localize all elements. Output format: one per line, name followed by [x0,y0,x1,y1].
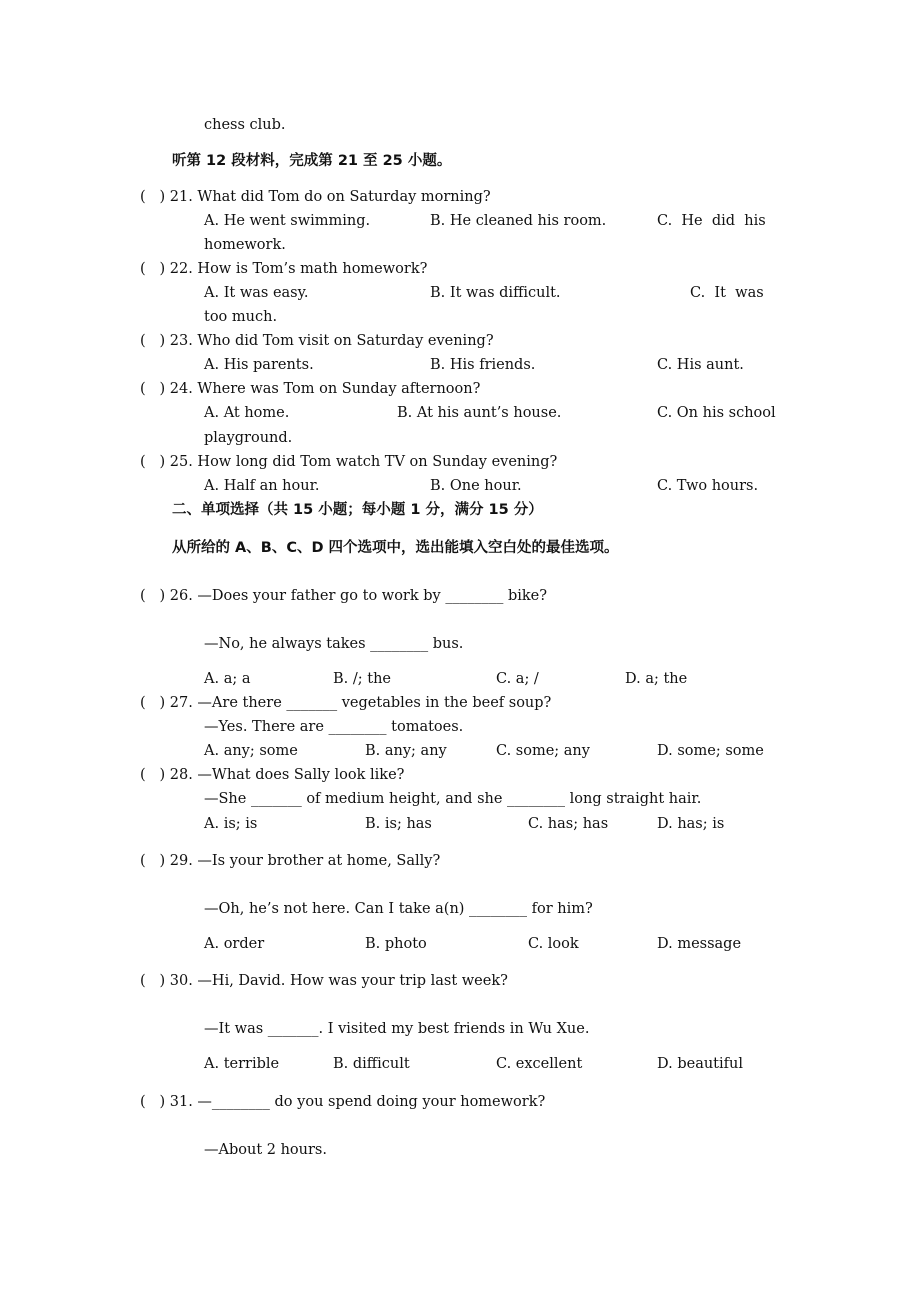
option-a: A. It was easy. [204,285,309,301]
option-a: A. any; some [204,743,298,759]
question-24: ( ) 24. Where was Tom on Sunday afternoon? [140,381,481,397]
option-a: A. At home. [204,405,290,421]
option-c: C. look [528,936,579,952]
option-b: B. His friends. [430,357,536,373]
option-c: C. His aunt. [657,357,744,373]
dialog-reply: —Oh, he’s not here. Can I take a(n) ________ for him? [204,901,593,917]
option-a: A. He went swimming. [204,213,371,229]
option-b: B. photo [365,936,427,952]
option-b: B. At his aunt’s house. [397,405,562,421]
option-d: D. some; some [657,743,764,759]
option-c-continued: too much. [204,309,278,325]
option-b: B. It was difficult. [430,285,561,301]
question-25: ( ) 25. How long did Tom watch TV on Sunday evening? [140,454,558,470]
section-instruction: 从所给的 A、B、C、D 四个选项中，选出能填入空白处的最佳选项。 [172,540,619,556]
question-30: ( ) 30. —Hi, David. How was your trip last week? [140,973,508,989]
option-c: C. He did his [657,213,766,229]
option-a: A. His parents. [204,357,314,373]
question-22: ( ) 22. How is Tom’s math homework? [140,261,428,277]
dialog-reply: —It was _______. I visited my best friends in Wu Xue. [204,1021,590,1037]
option-a: A. a; a [204,671,251,687]
option-c: C. On his school [657,405,776,421]
question-28: ( ) 28. —What does Sally look like? [140,767,405,783]
option-d: D. beautiful [657,1056,743,1072]
option-c: C. a; / [496,671,539,687]
section-heading: 二、单项选择（共 15 小题；每小题 1 分，满分 15 分） [172,502,543,518]
option-c: C. It was [690,285,764,301]
question-31: ( ) 31. —________ do you spend doing your homework? [140,1094,546,1110]
option-c: C. has; has [528,816,609,832]
option-a: A. terrible [204,1056,280,1072]
question-29: ( ) 29. —Is your brother at home, Sally? [140,853,441,869]
question-27: ( ) 27. —Are there _______ vegetables in the beef soup? [140,695,552,711]
option-c: C. some; any [496,743,590,759]
dialog-reply: —Yes. There are ________ tomatoes. [204,719,464,735]
option-c-continued: playground. [204,430,293,446]
option-b: B. /; the [333,671,391,687]
option-b: B. is; has [365,816,432,832]
section-instruction: 听第 12 段材料，完成第 21 至 25 小题。 [172,153,452,169]
option-b: B. any; any [365,743,447,759]
option-a: A. order [204,936,265,952]
option-d: D. message [657,936,742,952]
option-d: D. a; the [625,671,688,687]
option-b: B. difficult [333,1056,410,1072]
option-b: B. One hour. [430,478,522,494]
option-c: C. Two hours. [657,478,759,494]
dialog-reply: —No, he always takes ________ bus. [204,636,464,652]
option-c: C. excellent [496,1056,583,1072]
dialog-reply: —She _______ of medium height, and she ________ long straight hair. [204,791,702,807]
option-b: B. He cleaned his room. [430,213,607,229]
option-d: D. has; is [657,816,725,832]
dialog-reply: —About 2 hours. [204,1142,327,1158]
question-26: ( ) 26. —Does your father go to work by ________ bike? [140,588,548,604]
option-a: A. is; is [204,816,258,832]
question-21: ( ) 21. What did Tom do on Saturday morning? [140,189,491,205]
option-a: A. Half an hour. [204,478,320,494]
continued-text: chess club. [204,117,286,133]
question-23: ( ) 23. Who did Tom visit on Saturday evening? [140,333,494,349]
option-c-continued: homework. [204,237,286,253]
